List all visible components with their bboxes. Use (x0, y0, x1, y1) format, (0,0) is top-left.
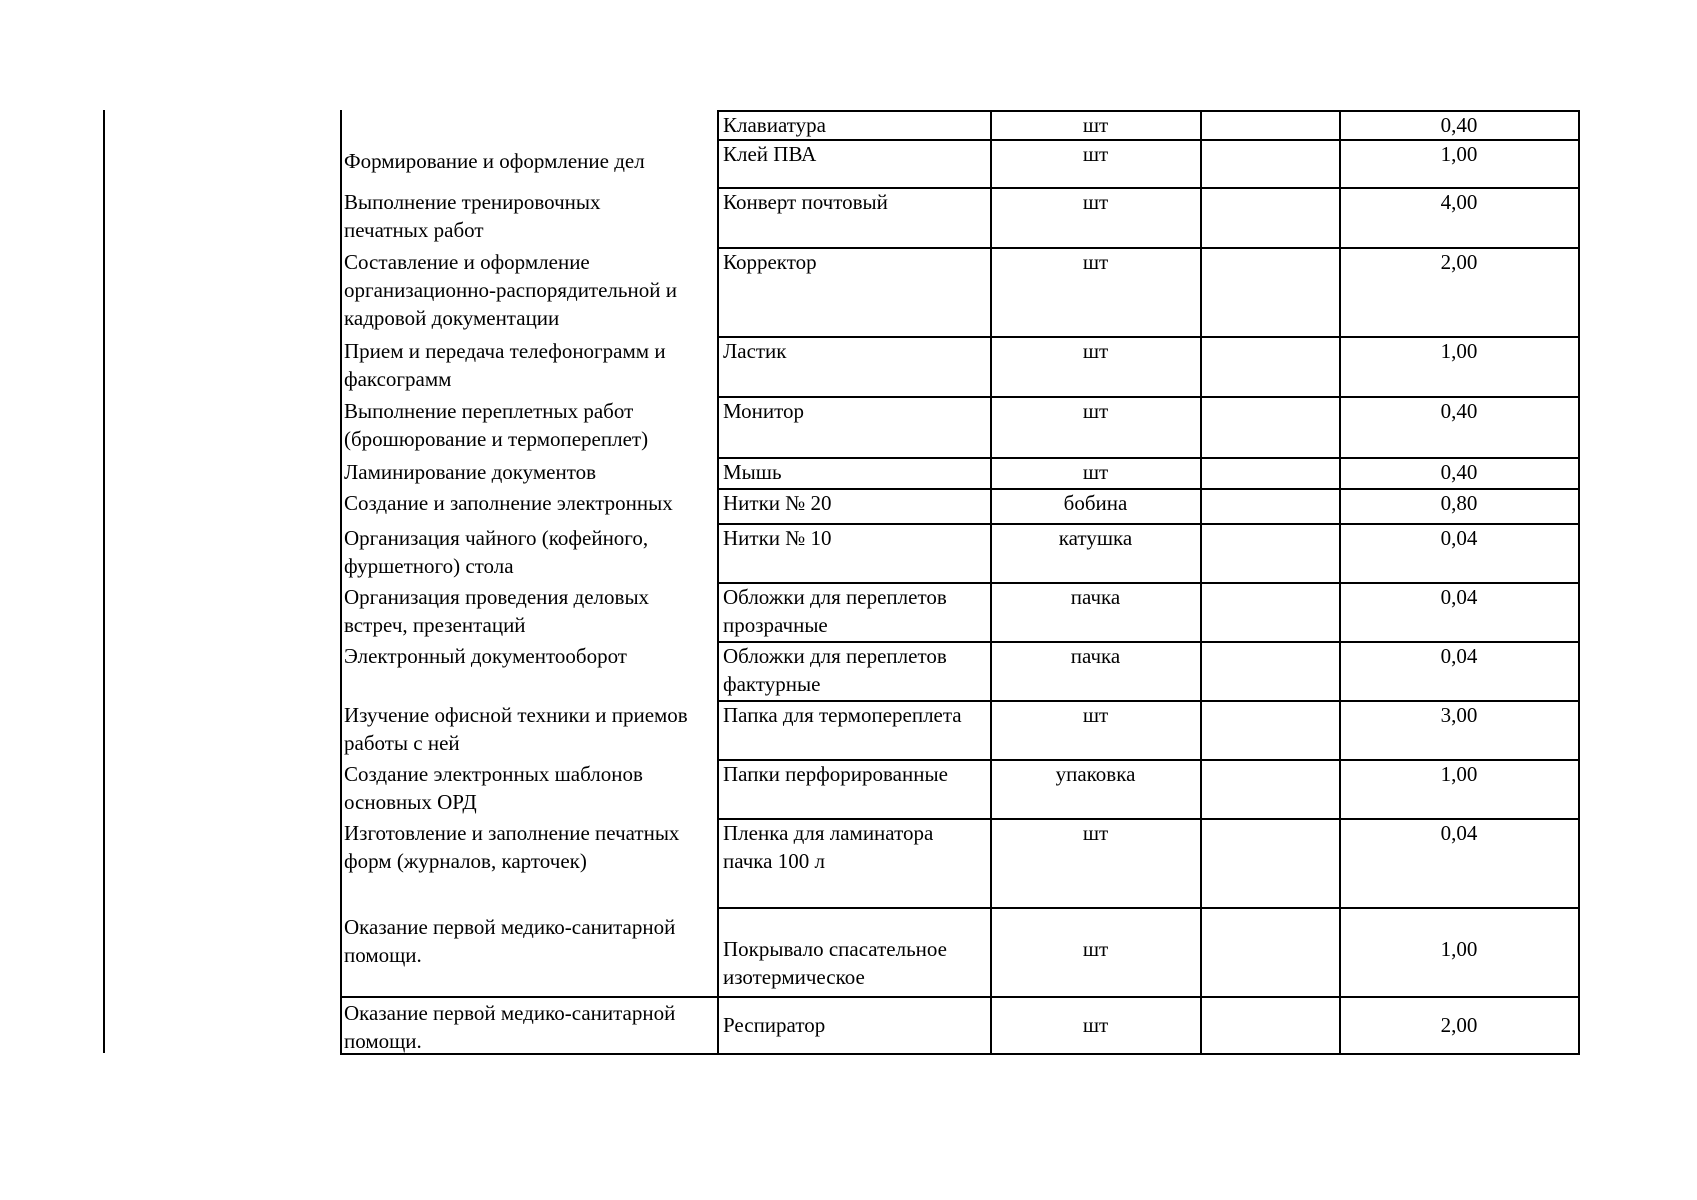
task-cell: Электронный документооборот (344, 644, 627, 668)
unit-cell: катушка (1058, 526, 1133, 550)
left-margin-rule (103, 110, 105, 1053)
material-cell: Пленка для ламинатора пачка 100 л (723, 821, 934, 873)
unit-cell: шт (1082, 821, 1109, 845)
material-cell: Конверт почтовый (723, 190, 888, 214)
material-cell: Покрывало спасательное изотермическое (723, 937, 947, 989)
unit-cell: пачка (1070, 585, 1121, 609)
task-cell: Оказание первой медико-санитарной помощи. (344, 915, 676, 967)
unit-cell: шт (1082, 142, 1109, 166)
task-cell: Создание электронных шаблонов основных ОРД (344, 762, 643, 814)
task-cell: Выполнение тренировочных печатных работ (344, 190, 601, 242)
unit-cell: шт (1082, 460, 1109, 484)
material-cell: Ластик (723, 339, 787, 363)
task-cell: Изучение офисной техники и приемов работы с ней (344, 703, 688, 755)
quantity-cell: 1,00 (1440, 937, 1478, 961)
quantity-cell: 4,00 (1440, 190, 1478, 214)
task-cell: Составление и оформление организационно-распорядительной и кадровой документации (344, 250, 677, 330)
table-vline (340, 110, 342, 1053)
unit-cell: бобина (1063, 491, 1128, 515)
task-cell: Изготовление и заполнение печатных форм (журналов, карточек) (344, 821, 680, 873)
material-cell: Монитор (723, 399, 805, 423)
unit-cell: шт (1082, 1013, 1109, 1037)
unit-cell: пачка (1070, 644, 1121, 668)
material-cell: Нитки № 20 (723, 491, 832, 515)
quantity-cell: 2,00 (1440, 250, 1478, 274)
task-cell: Оказание первой медико-санитарной помощи. (344, 1001, 676, 1053)
material-cell: Обложки для переплетов прозрачные (723, 585, 947, 637)
task-cell: Организация чайного (кофейного, фуршетного) стола (344, 526, 649, 578)
table-hline (717, 907, 1580, 909)
task-cell: Прием и передача телефонограмм и факсограмм (344, 339, 666, 391)
material-cell: Клавиатура (723, 113, 826, 137)
unit-cell: шт (1082, 399, 1109, 423)
quantity-cell: 0,04 (1440, 644, 1478, 668)
material-cell: Папки перфорированные (723, 762, 948, 786)
quantity-cell: 1,00 (1440, 142, 1478, 166)
unit-cell: шт (1082, 339, 1109, 363)
material-cell: Обложки для переплетов фактурные (723, 644, 947, 696)
task-cell: Формирование и оформление дел (344, 149, 645, 173)
unit-cell: шт (1082, 703, 1109, 727)
unit-cell: упаковка (1055, 762, 1136, 786)
quantity-cell: 1,00 (1440, 762, 1478, 786)
task-cell: Выполнение переплетных работ (брошюрование и термопереплет) (344, 399, 649, 451)
table-hline (717, 996, 1580, 998)
quantity-cell: 0,40 (1440, 460, 1478, 484)
quantity-cell: 0,40 (1440, 113, 1478, 137)
quantity-cell: 3,00 (1440, 703, 1478, 727)
quantity-cell: 0,04 (1440, 821, 1478, 845)
unit-cell: шт (1082, 113, 1109, 137)
unit-cell: шт (1082, 937, 1109, 961)
unit-cell: шт (1082, 250, 1109, 274)
material-cell: Клей ПВА (723, 142, 817, 166)
material-cell: Респиратор (723, 1013, 826, 1037)
quantity-cell: 0,80 (1440, 491, 1478, 515)
table-hline (340, 996, 717, 998)
task-cell: Ламинирование документов (344, 460, 597, 484)
quantity-cell: 2,00 (1440, 1013, 1478, 1037)
material-cell: Папка для термопереплета (723, 703, 962, 727)
unit-cell: шт (1082, 190, 1109, 214)
quantity-cell: 1,00 (1440, 339, 1478, 363)
material-cell: Мышь (723, 460, 782, 484)
task-cell: Создание и заполнение электронных (344, 491, 673, 515)
quantity-cell: 0,04 (1440, 526, 1478, 550)
quantity-cell: 0,40 (1440, 399, 1478, 423)
task-cell: Организация проведения деловых встреч, презентаций (344, 585, 650, 637)
quantity-cell: 0,04 (1440, 585, 1478, 609)
material-cell: Корректор (723, 250, 817, 274)
material-cell: Нитки № 10 (723, 526, 832, 550)
